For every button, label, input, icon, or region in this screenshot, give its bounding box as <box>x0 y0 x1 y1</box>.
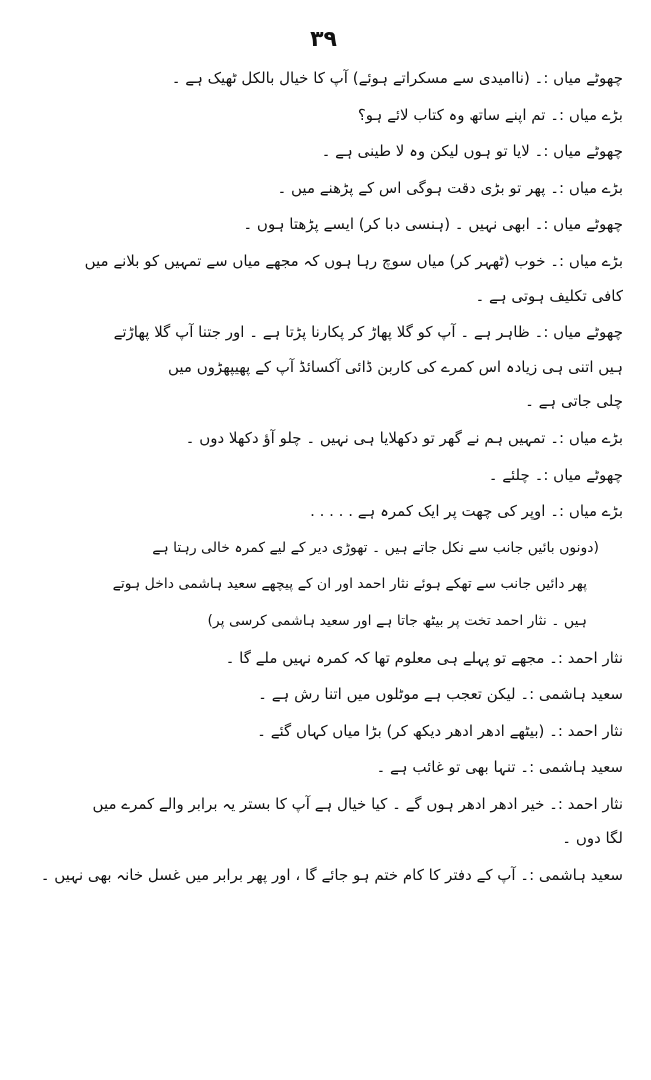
dialogue-line: بڑے میاں :۔ خوب (ٹھہر کر) میاں سوچ رہا ہوں کہ مجھے میاں سے تمہیں کو بلانے میں <box>84 251 623 270</box>
page-number: ۳۹ <box>310 27 337 52</box>
dialogue-line: چھوٹے میاں :۔ ابھی نہیں ۔ (ہنسی دبا کر) ایسے پڑھتا ہوں ۔ <box>243 215 623 234</box>
dialogue-line: چھوٹے میاں :۔ (ناامیدی سے مسکراتے ہوئے) آپ کا خیال بالکل ٹھیک ہے ۔ <box>171 69 623 87</box>
dialogue-continuation: لگا دوں ۔ <box>562 829 623 848</box>
drama-text <box>24 66 623 889</box>
dialogue-continuation: کافی تکلیف ہوتی ہے ۔ <box>475 286 623 305</box>
dialogue-line: سعید ہاشمی :۔ لیکن تعجب ہے موٹلوں میں اتنا رش ہے ۔ <box>258 685 623 704</box>
dialogue-line: چھوٹے میاں :۔ لایا تو ہوں لیکن وہ لا طینی ہے ۔ <box>321 142 623 161</box>
dialogue-line: نثار احمد :۔ مجھے تو پہلے ہی معلوم تھا کہ کمرہ نہیں ملے گا ۔ <box>225 648 623 667</box>
stage-direction: پھر دائیں جانب سے تھکے ہوئے نثار احمد اور ان کے پیچھے سعید ہاشمی داخل ہوتے <box>112 576 587 593</box>
stage-direction: ہیں ۔ نثار احمد تخت پر بیٹھ جاتا ہے اور سعید ہاشمی کرسی پر) <box>207 612 587 629</box>
dialogue-line: بڑے میاں :۔ تم اپنے ساتھ وہ کتاب لائے ہو؟ <box>357 105 623 124</box>
dialogue-line: بڑے میاں :۔ تمہیں ہم نے گھر تو دکھلایا ہی نہیں ۔ چلو آؤ دکھلا دوں ۔ <box>185 428 623 447</box>
dialogue-continuation: ہیں اتنی ہی زیادہ اس کمرے کی کاربن ڈائی آکسائڈ آپ کے پھیپھڑوں میں <box>167 357 623 376</box>
dialogue-line: نثار احمد :۔ خیر ادھر ادھر ہوں گے ۔ کیا خیال ہے آپ کا بستر یہ برابر والے کمرے میں <box>92 794 623 813</box>
dialogue-line: بڑے میاں :۔ اوپر کی چھت پر ایک کمرہ ہے . . . . . <box>310 502 623 521</box>
dialogue-line: سعید ہاشمی :۔ تنہا بھی تو غائب ہے ۔ <box>376 758 623 777</box>
dialogue-line: بڑے میاں :۔ پھر تو بڑی دقت ہوگی اس کے پڑھنے میں ۔ <box>277 178 623 197</box>
stage-direction: (دونوں بائیں جانب سے نکل جاتے ہیں ۔ تھوڑی دیر کے لیے کمرہ خالی رہتا ہے <box>152 539 599 556</box>
dialogue-continuation: چلی جاتی ہے ۔ <box>525 392 623 411</box>
dialogue-line: سعید ہاشمی :۔ آپ کے دفتر کا کام ختم ہو جائے گا ، اور پھر برابر میں غسل خانہ بھی نہیں ۔ <box>40 866 623 885</box>
dialogue-line: چھوٹے میاں :۔ ظاہر ہے ۔ آپ کو گلا پھاڑ کر پکارنا پڑتا ہے ۔ اور جتنا آپ گلا پھاڑتے <box>113 323 623 342</box>
dialogue-line: نثار احمد :۔ (بیٹھے ادھر ادھر دیکھ کر) بڑا میاں کہاں گئے ۔ <box>257 721 623 740</box>
dialogue-line: چھوٹے میاں :۔ چلئے ۔ <box>488 465 623 484</box>
